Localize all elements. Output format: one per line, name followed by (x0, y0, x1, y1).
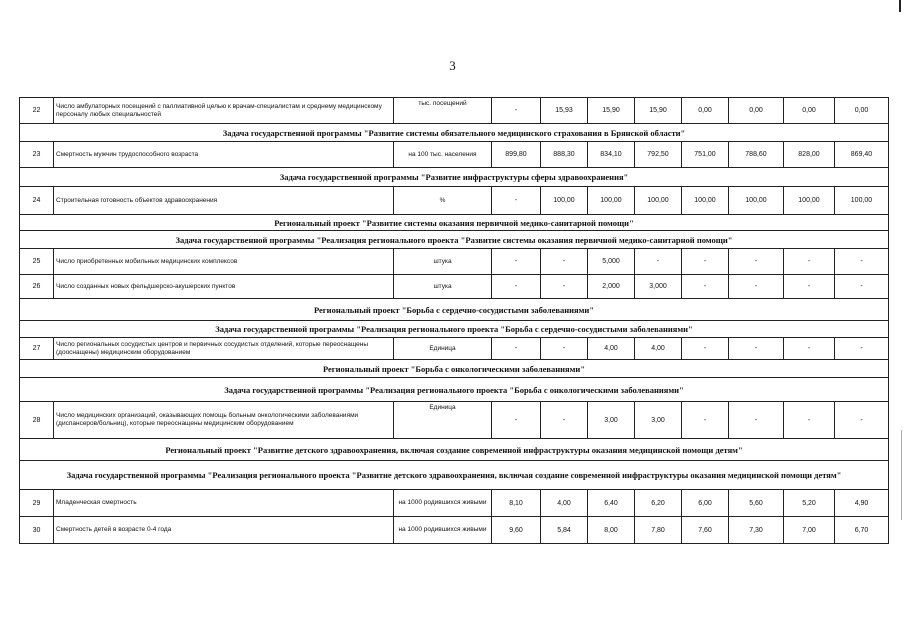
indicator-value: 7,00 (784, 517, 835, 544)
page-number: 3 (449, 58, 456, 73)
indicator-value: 15,90 (588, 98, 635, 124)
indicator-value: 5,20 (784, 490, 835, 517)
section-heading-row (20, 124, 889, 142)
indicator-value: - (729, 275, 784, 299)
indicator-name: Число амбулаторных посещений с паллиативной целью к врачам-специалистам и среднему медицинскому персоналу любых специальностей (54, 98, 394, 124)
indicator-value: - (541, 249, 588, 275)
section-heading-row (20, 360, 889, 378)
indicator-value: 15,93 (541, 98, 588, 124)
unit-of-measure: Единица (394, 402, 492, 439)
indicator-value: 6,20 (635, 490, 682, 517)
section-heading-row (20, 231, 889, 249)
indicator-value: 5,000 (588, 249, 635, 275)
indicator-name: Число медицинских организаций, оказывающих помощь больным онкологическими заболеваниями (диспансеров/больниц), которые переоснащены медицинским оборудованием (54, 402, 394, 439)
unit-of-measure: тыс. посещений (394, 98, 492, 124)
indicator-value: 100,00 (635, 187, 682, 215)
indicator-value: - (729, 338, 784, 360)
indicator-value: 100,00 (835, 187, 889, 215)
indicator-name: Число приобретенных мобильных медицинских комплексов (54, 249, 394, 275)
unit-of-measure: Единица (394, 338, 492, 360)
indicator-value: 100,00 (682, 187, 729, 215)
row-number: 28 (20, 402, 54, 439)
indicator-value: 100,00 (541, 187, 588, 215)
indicator-value: 6,00 (682, 490, 729, 517)
row-number: 30 (20, 517, 54, 544)
row-number: 26 (20, 275, 54, 299)
unit-of-measure: штука (394, 249, 492, 275)
section-heading: Региональный проект "Развитие системы оказания первичной медико-санитарной помощи" (20, 215, 889, 231)
section-heading: Региональный проект "Борьба с онкологическими заболеваниями" (20, 360, 889, 378)
indicator-value: 869,40 (835, 142, 889, 168)
section-heading: Региональный проект "Развитие детского здравоохранения, включая создание современной инфраструктуры оказания медицинской помощи детям" (20, 439, 889, 461)
indicator-value: - (541, 338, 588, 360)
indicator-value: 5,60 (729, 490, 784, 517)
indicator-value: 15,90 (635, 98, 682, 124)
section-heading-row (20, 168, 889, 187)
section-heading: Задача государственной программы "Реализация регионального проекта "Борьба с онкологическими заболеваниями" (20, 378, 889, 402)
indicator-value: 0,00 (729, 98, 784, 124)
indicator-value: - (682, 249, 729, 275)
section-heading: Задача государственной программы "Реализация регионального проекта "Развитие детского здравоохранения, включая создание современной инфраструктуры оказания медицинской помощи детям" (20, 461, 889, 490)
indicator-value: - (784, 402, 835, 439)
indicator-value: - (784, 249, 835, 275)
section-heading-row (20, 439, 889, 461)
indicator-value: 0,00 (682, 98, 729, 124)
indicator-value: 834,10 (588, 142, 635, 168)
indicator-name: Смертность мужчин трудоспособного возраста (54, 142, 394, 168)
section-heading: Задача государственной программы "Развитие системы обязательного медицинского страхования в Брянской области" (20, 124, 889, 142)
indicator-value: 899,80 (492, 142, 541, 168)
row-number: 23 (20, 142, 54, 168)
indicator-value: 4,90 (835, 490, 889, 517)
table-row (20, 142, 889, 168)
indicator-value: 100,00 (784, 187, 835, 215)
indicator-value: - (729, 249, 784, 275)
indicator-name: Строительная готовность объектов здравоохранения (54, 187, 394, 215)
scan-edge-mark (899, 0, 901, 12)
section-heading-row (20, 461, 889, 490)
indicator-value: - (835, 338, 889, 360)
indicator-value: 3,00 (588, 402, 635, 439)
table-row (20, 275, 889, 299)
indicator-value: - (492, 98, 541, 124)
table-row (20, 402, 889, 439)
indicator-value: 7,30 (729, 517, 784, 544)
table-row (20, 517, 889, 544)
indicator-value: - (835, 275, 889, 299)
indicator-value: 6,40 (588, 490, 635, 517)
unit-of-measure: на 1000 родившихся живыми (394, 517, 492, 544)
section-heading: Задача государственной программы "Реализация регионального проекта "Развитие системы оказания первичной медико-санитарной помощи" (20, 231, 889, 249)
indicator-value: 6,70 (835, 517, 889, 544)
indicator-value: - (682, 275, 729, 299)
indicator-value: 3,00 (635, 402, 682, 439)
indicator-value: - (729, 402, 784, 439)
indicator-value: 7,60 (682, 517, 729, 544)
indicator-value: 2,000 (588, 275, 635, 299)
section-heading: Задача государственной программы "Реализация регионального проекта "Борьба с сердечно-сосудистыми заболеваниями" (20, 321, 889, 338)
indicator-value: 0,00 (835, 98, 889, 124)
indicator-name: Смертность детей в возрасте 0-4 года (54, 517, 394, 544)
table-row (20, 338, 889, 360)
indicator-name: Число региональных сосудистых центров и первичных сосудистых отделений, которые переоснащены (дооснащены) медицинским оборудованием (54, 338, 394, 360)
indicator-value: - (635, 249, 682, 275)
indicators-table (19, 97, 889, 544)
indicator-value: 8,10 (492, 490, 541, 517)
section-heading-row (20, 378, 889, 402)
indicator-value: - (682, 338, 729, 360)
table-row (20, 490, 889, 517)
table-row (20, 249, 889, 275)
indicator-value: - (784, 338, 835, 360)
section-heading-row (20, 299, 889, 321)
indicator-value: 792,50 (635, 142, 682, 168)
indicator-value: - (835, 402, 889, 439)
unit-of-measure: на 100 тыс. населения (394, 142, 492, 168)
indicator-value: - (541, 275, 588, 299)
section-heading: Региональный проект "Борьба с сердечно-сосудистыми заболеваниями" (20, 299, 889, 321)
indicator-value: - (492, 402, 541, 439)
unit-of-measure: % (394, 187, 492, 215)
section-heading-row (20, 215, 889, 231)
indicator-value: 4,00 (588, 338, 635, 360)
indicator-value: - (541, 402, 588, 439)
indicator-value: - (784, 275, 835, 299)
indicator-value: 0,00 (784, 98, 835, 124)
indicator-value: 4,00 (541, 490, 588, 517)
indicator-value: 751,00 (682, 142, 729, 168)
section-heading: Задача государственной программы "Развитие инфраструктуры сферы здравоохранения" (20, 168, 889, 187)
row-number: 24 (20, 187, 54, 215)
unit-of-measure: штука (394, 275, 492, 299)
indicator-value: - (492, 275, 541, 299)
table-body (20, 98, 889, 544)
indicator-name: Число созданных новых фельдшерско-акушерских пунктов (54, 275, 394, 299)
row-number: 22 (20, 98, 54, 124)
indicator-value: - (492, 187, 541, 215)
indicator-name: Младенческая смертность (54, 490, 394, 517)
scan-edge-line (901, 430, 902, 520)
row-number: 25 (20, 249, 54, 275)
indicator-value: 788,60 (729, 142, 784, 168)
indicator-value: 3,000 (635, 275, 682, 299)
indicator-value: 8,00 (588, 517, 635, 544)
unit-of-measure: на 1000 родившихся живыми (394, 490, 492, 517)
indicator-value: 828,00 (784, 142, 835, 168)
section-heading-row (20, 321, 889, 338)
row-number: 29 (20, 490, 54, 517)
table-row (20, 98, 889, 124)
indicator-value: 7,80 (635, 517, 682, 544)
indicator-value: - (682, 402, 729, 439)
indicator-value: - (492, 249, 541, 275)
indicator-value: - (492, 338, 541, 360)
indicator-value: 4,00 (635, 338, 682, 360)
row-number: 27 (20, 338, 54, 360)
indicator-value: 5,84 (541, 517, 588, 544)
indicator-value: 888,30 (541, 142, 588, 168)
indicator-value: 9,60 (492, 517, 541, 544)
indicator-value: 100,00 (729, 187, 784, 215)
table-row (20, 187, 889, 215)
indicator-value: - (835, 249, 889, 275)
indicator-value: 100,00 (588, 187, 635, 215)
